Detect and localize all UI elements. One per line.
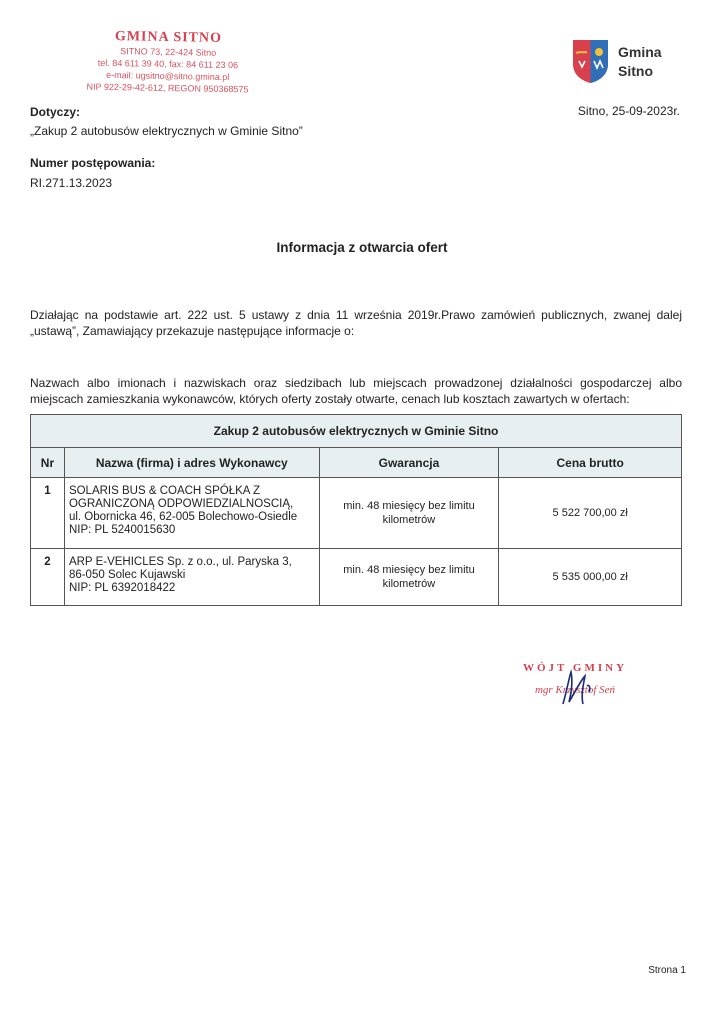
- logo-text-line2: Sitno: [618, 62, 653, 79]
- offers-table: [30, 414, 682, 606]
- logo-text-line1: Gmina: [618, 43, 662, 60]
- intro-paragraph: Działając na podstawie art. 222 ust. 5 ustawy z dnia 11 września 2019r.Prawo zamówień publicznych, zwanej dalej „ustawą”, Zamawiający przekazuje następujące informacje o:: [30, 308, 682, 338]
- stamp-address: SITNO 73, 22-424 Sitno: [120, 46, 217, 58]
- gmina-logo: [572, 39, 662, 84]
- warranty-cell: min. 48 miesięcy bez limitu kilometrów: [319, 478, 499, 549]
- dotyczy-value: „Zakup 2 autobusów elektrycznych w Gminie Sitno”: [30, 124, 303, 138]
- stamp-email: e-mail: ugsitno@sitno.gmina.pl: [106, 69, 230, 83]
- header-nr: Nr: [31, 448, 65, 478]
- contractor-line: NIP: PL 6392018422: [68, 582, 176, 594]
- stamp-title: GMINA SITNO: [114, 29, 223, 46]
- signature-title: WÓJT GMINY: [522, 662, 628, 674]
- header-price: Cena brutto: [499, 448, 682, 478]
- header-name: Nazwa (firma) i adres Wykonawcy: [64, 448, 319, 478]
- contractor-line: ul. Obornicka 46, 62-005 Bolechowo-Osiedle: [68, 511, 298, 523]
- document-date: Sitno, 25-09-2023r.: [577, 104, 680, 118]
- header-warranty: Gwarancja: [319, 448, 499, 478]
- contractor-line: 86-050 Solec Kujawski: [68, 569, 186, 581]
- numer-label: Numer postępowania:: [30, 156, 156, 170]
- office-stamp: [77, 28, 258, 95]
- contractor-cell: [64, 478, 319, 549]
- table-row: [31, 478, 682, 549]
- contractor-cell: [64, 549, 319, 606]
- stamp-nip: NIP 922-29-42-612, REGON 950368575: [86, 81, 249, 95]
- row-nr: 1: [31, 478, 65, 549]
- table-row: [31, 549, 682, 606]
- page-title: Informacja z otwarcia ofert: [276, 240, 448, 255]
- contractor-line: SOLARIS BUS & COACH SPÓŁKA Z: [68, 485, 261, 497]
- signature-stamp: [505, 662, 645, 696]
- coat-of-arms-icon: [572, 39, 609, 84]
- contractor-line: ARP E-VEHICLES Sp. z o.o., ul. Paryska 3,: [68, 556, 292, 568]
- price-cell: 5 522 700,00 zł: [499, 478, 682, 549]
- numer-value: RI.271.13.2023: [30, 176, 113, 190]
- signature-name: mgr Krzysztof Seń: [534, 684, 616, 696]
- row-nr: 2: [31, 549, 65, 606]
- contractors-paragraph: Nazwach albo imionach i nazwiskach oraz siedzibach lub miejscach prowadzonej działalności gospodarczej albo miejscach zamieszkania wykonawców, których oferty zostały otwarte, cenach lub kosztach zawartych w ofertach:: [30, 376, 682, 406]
- contractor-line: OGRANICZONĄ ODPOWIEDZIALNOSCIĄ,: [68, 498, 294, 510]
- stamp-phone: tel. 84 611 39 40, fax: 84 611 23 06: [97, 57, 239, 71]
- warranty-cell: min. 48 miesięcy bez limitu kilometrów: [319, 549, 499, 606]
- handwritten-signature-icon: [557, 666, 597, 708]
- dotyczy-label: Dotyczy:: [30, 105, 81, 119]
- contractor-line: NIP: PL 5240015630: [68, 524, 176, 536]
- price-cell: 5 535 000,00 zł: [499, 549, 682, 606]
- page-number: Strona 1: [648, 965, 686, 976]
- table-caption: Zakup 2 autobusów elektrycznych w Gminie Sitno: [31, 415, 682, 448]
